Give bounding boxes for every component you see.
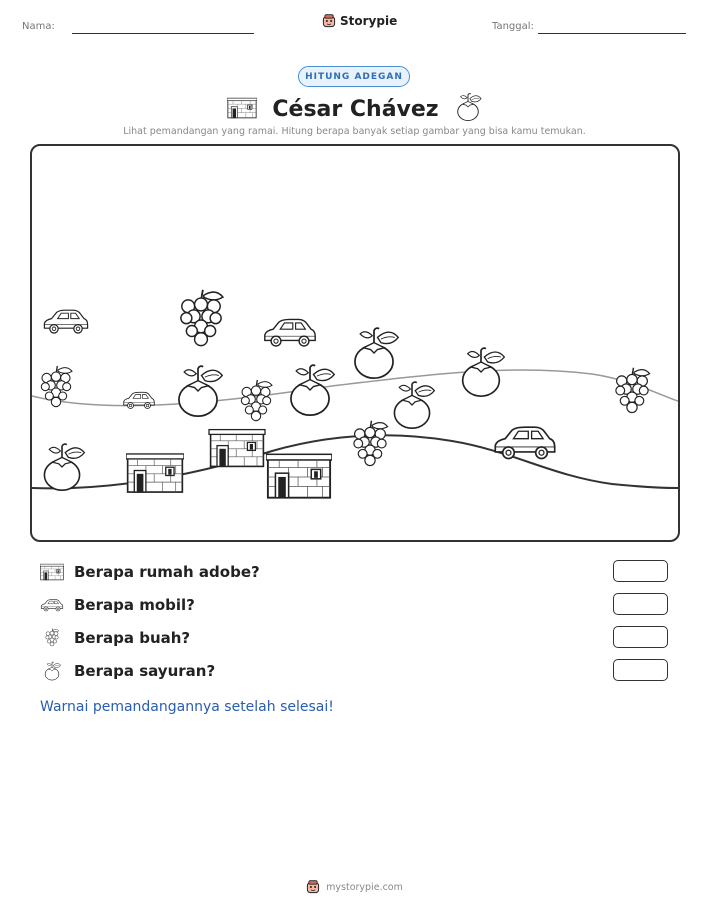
question-vegetables-text: Berapa sayuran? [74, 662, 216, 680]
car-icon [44, 310, 87, 333]
answer-box-cars[interactable] [613, 593, 668, 615]
question-vegetables [40, 661, 215, 681]
brand-logo [322, 14, 397, 28]
name-label: Nama: [22, 21, 55, 32]
date-field[interactable] [538, 33, 686, 34]
answer-box-houses[interactable] [613, 560, 668, 582]
adobe-house-icon [227, 97, 257, 119]
tomato-icon [40, 661, 64, 681]
tomato-icon [394, 382, 434, 428]
car-icon [265, 319, 315, 346]
counting-scene [30, 144, 680, 542]
car-icon [495, 427, 554, 458]
grapes-icon [41, 366, 72, 407]
question-fruit-text: Berapa buah? [74, 629, 191, 647]
instructions: Lihat pemandangan yang ramai. Hitung berapa banyak setiap gambar yang bisa kamu temukan. [123, 126, 586, 137]
tomato-icon [454, 92, 482, 122]
tomato-icon [179, 366, 222, 416]
question-houses-text: Berapa rumah adobe? [74, 563, 260, 581]
answer-box-fruit[interactable] [613, 626, 668, 648]
question-fruit [40, 628, 190, 648]
adobe-house-icon [40, 562, 64, 582]
tomato-icon [355, 328, 398, 378]
question-cars [40, 595, 195, 615]
activity-badge: HITUNG ADEGAN [298, 66, 410, 87]
answer-box-vegetables[interactable] [613, 659, 668, 681]
car-icon [40, 595, 64, 615]
question-houses [40, 562, 260, 582]
coloring-note: Warnai pemandangannya setelah selesai! [40, 699, 334, 715]
footer [0, 880, 709, 894]
grapes-icon [354, 421, 388, 466]
tomato-icon [44, 444, 84, 490]
page-title-text: César Chávez [272, 97, 439, 122]
date-label: Tanggal: [492, 21, 534, 32]
grapes-icon [616, 368, 650, 413]
mascot-icon [322, 14, 336, 28]
adobe-house-icon [126, 454, 184, 492]
grapes-icon [181, 290, 223, 346]
grapes-icon [40, 628, 64, 648]
name-field[interactable] [72, 33, 254, 34]
footer-url: mystorypie.com [326, 881, 403, 893]
grapes-icon [241, 380, 272, 421]
page-title [0, 92, 709, 122]
scene-illustration [32, 146, 678, 540]
mascot-icon [306, 880, 320, 894]
adobe-house-icon [266, 454, 332, 497]
tomato-icon [291, 365, 334, 415]
adobe-house-icon [209, 430, 265, 467]
tomato-icon [463, 348, 505, 396]
brand-name: Storypie [340, 14, 398, 28]
question-cars-text: Berapa mobil? [74, 596, 195, 614]
